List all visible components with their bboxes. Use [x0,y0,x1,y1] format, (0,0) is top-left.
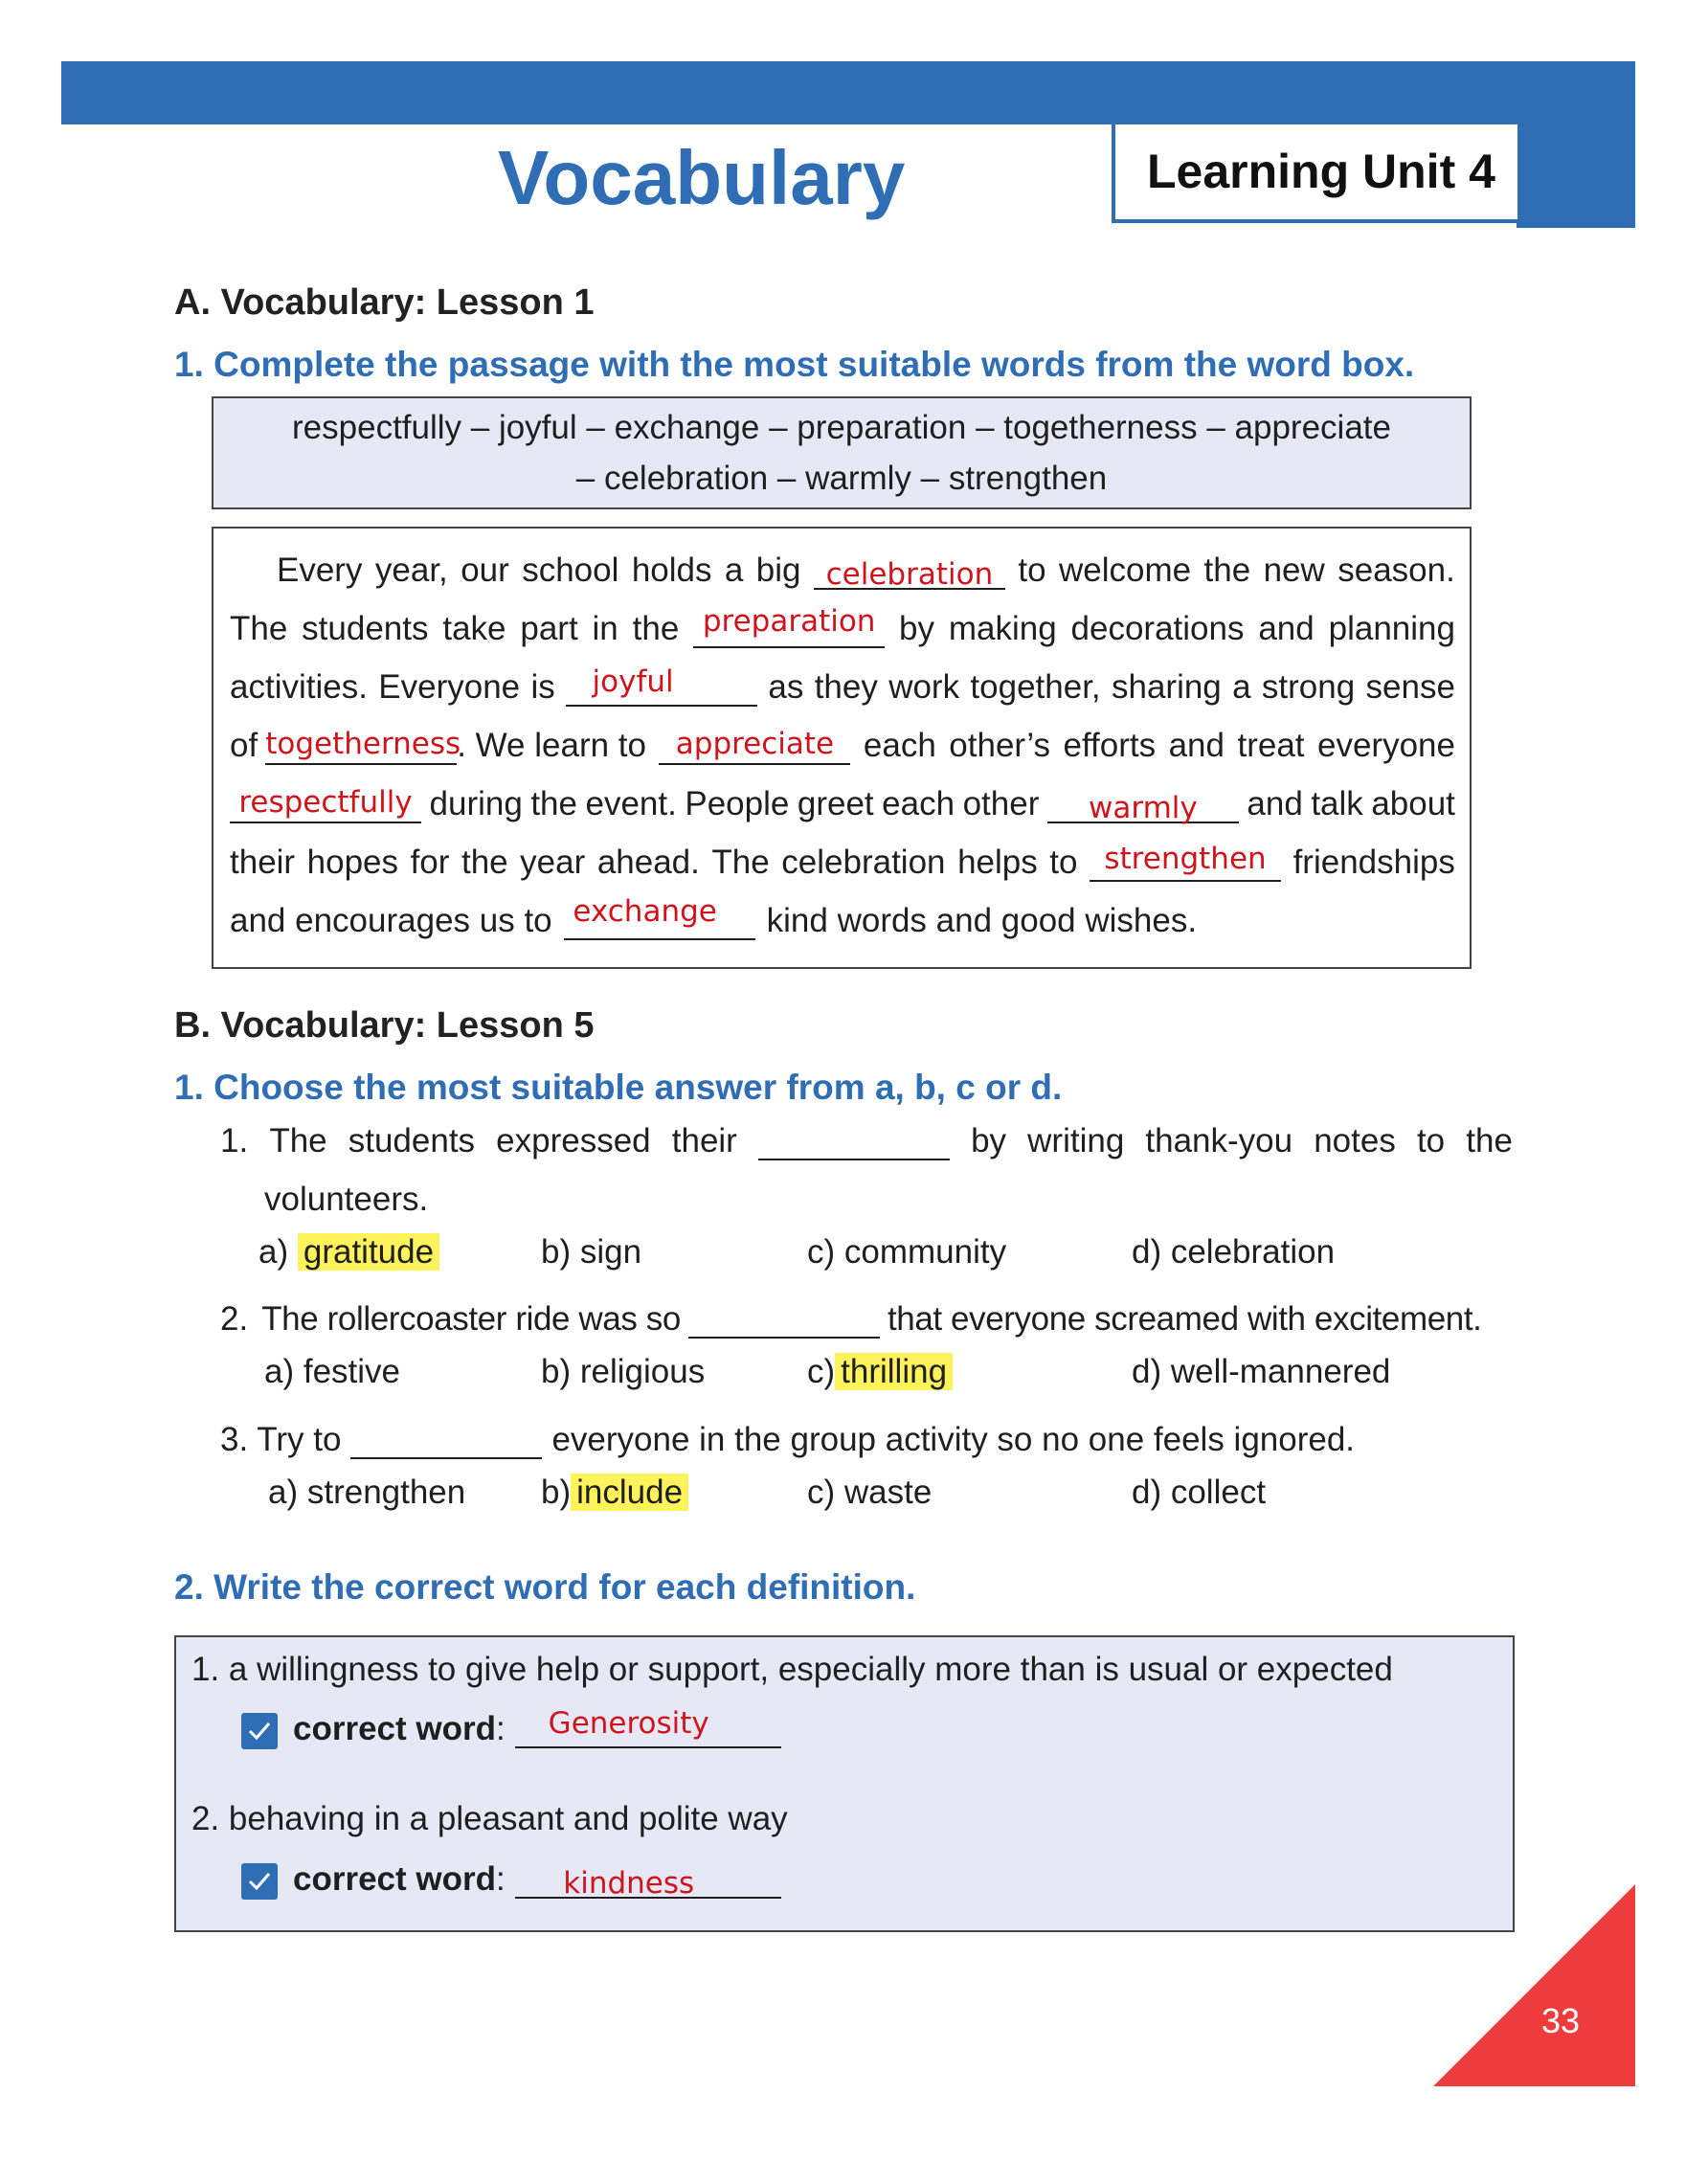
word: big [755,552,801,589]
word: by [971,1122,1007,1159]
question-2-line [220,1300,1482,1339]
word: planning [1328,610,1455,647]
q2-option-b[interactable]: b) religious [541,1353,706,1390]
checkmark-icon [241,1713,278,1749]
word: together, [970,668,1101,706]
colon: : [496,1710,506,1747]
line-4-start [230,727,646,765]
question-3-blank[interactable] [350,1425,542,1459]
question-2-number: 2. [220,1300,249,1338]
word: helps [957,844,1038,881]
answer-kindness: kindness [563,1866,695,1901]
answer-respectfully: respectfully [238,785,413,820]
definitions-box [174,1635,1515,1932]
word: sharing [1111,668,1222,706]
word: during [429,785,523,822]
header-bar [61,61,1635,124]
answer-blank[interactable] [566,664,757,707]
question-2-text-pre: The rollercoaster ride was so [261,1300,681,1338]
section-a-heading: A. Vocabulary: Lesson 1 [174,282,595,323]
word: hopes [306,844,399,881]
q1-option-d[interactable]: d) celebration [1132,1233,1336,1271]
word: making [948,610,1057,647]
word: for [410,844,450,881]
passage-line-3 [230,659,1455,707]
word: thank-you [1145,1122,1293,1159]
answer-generosity: Generosity [548,1706,709,1741]
passage-line-4 [230,717,1455,765]
section-a-instruction: 1. Complete the passage with the most suitable words from the word box. [174,345,1415,384]
q1-selected-answer: gratitude [298,1233,439,1271]
section-b-heading: B. Vocabulary: Lesson 5 [174,1005,595,1046]
passage-line-1 [277,542,1455,590]
word-box [212,396,1472,509]
word: each [863,727,936,764]
question-1-line [220,1122,1513,1160]
word: The [711,844,770,881]
answer-preparation: preparation [702,604,876,639]
word: decorations [1070,610,1245,647]
q2-option-c[interactable] [807,1353,953,1391]
word: holds [631,552,712,589]
question-2-text-post: that everyone screamed with excitement. [887,1300,1482,1338]
answer-blank[interactable] [230,785,421,823]
page-title: Vocabulary [498,135,906,220]
q1-option-b[interactable]: b) sign [541,1233,642,1271]
question-3-text-pre: 3. Try to [220,1421,342,1458]
q3-selected-answer: include [571,1474,688,1511]
correct-word-row-1 [293,1706,781,1748]
answer-exchange: exchange [573,894,717,929]
word: their [230,844,296,881]
colon: : [496,1860,506,1898]
answer-appreciate: appreciate [675,727,835,761]
correct-word-label: correct word [293,1710,496,1747]
word: celebration [781,844,946,881]
unit-label: Learning Unit 4 [1147,145,1495,198]
word: efforts [1063,727,1157,764]
word: Every [277,552,363,589]
q1-option-a[interactable] [258,1233,439,1272]
word: writing [1027,1122,1125,1159]
word: each [882,785,955,822]
answer-togetherness: togetherness [265,727,461,761]
section-b-instruction-2: 2. Write the correct word for each definition. [174,1567,916,1607]
q2-option-d[interactable]: d) well-mannered [1132,1353,1391,1390]
option-letter: a) [258,1233,289,1271]
answer-blank[interactable] [1047,785,1239,823]
answer-blank[interactable] [693,604,885,648]
word: ahead. [596,844,700,881]
word: take [442,610,506,647]
word: everyone [1316,727,1455,764]
passage-line-6 [230,834,1455,882]
word: part [520,610,578,647]
word: in [592,610,618,647]
answer-blank[interactable] [814,552,1005,590]
word: students [302,610,429,647]
word: to [1049,844,1078,881]
correct-word-blank-2[interactable] [515,1860,781,1899]
q3-option-c[interactable]: c) waste [807,1474,933,1511]
word-box-line-1: respectfully – joyful – exchange – preparation – togetherness – appreciate [292,409,1391,446]
correct-word-label: correct word [293,1860,496,1898]
answer-blank[interactable] [659,727,850,765]
correct-word-blank-1[interactable] [515,1706,781,1748]
q1-option-c[interactable]: c) community [807,1233,1007,1271]
word: the [461,844,508,881]
answer-strengthen: strengthen [1104,842,1267,876]
word: new [1263,552,1325,589]
word: as [768,668,804,706]
word: school [522,552,619,589]
question-3-line [220,1421,1355,1459]
word: about [1371,785,1455,822]
answer-blank[interactable] [1090,844,1281,882]
word: the [1203,552,1251,589]
word: The [230,610,288,647]
answer-blank[interactable] [265,727,461,765]
answer-joyful: joyful [592,664,674,699]
question-1-continued: volunteers. [264,1181,429,1218]
checkbox-icon [241,1713,278,1749]
word: year, [374,552,448,589]
word: activities. [230,668,368,706]
question-3-text-post: everyone in the group activity so no one feels ignored. [551,1421,1356,1458]
word: a [1232,668,1251,706]
answer-warmly: warmly [1089,791,1198,825]
word: our [461,552,509,589]
passage-line-7 [230,892,1455,940]
word: the [1466,1122,1513,1159]
word: expressed [496,1122,651,1159]
word: year [520,844,586,881]
word: work [888,668,960,706]
word: the [530,785,577,822]
question-1-blank[interactable] [758,1126,950,1160]
word: and encourages us to [230,902,552,939]
q3-option-a[interactable]: a) strengthen [268,1474,466,1511]
option-letter: c) [807,1353,836,1390]
word: and [1258,610,1315,647]
word: talk [1311,785,1363,822]
section-b-instruction-1: 1. Choose the most suitable answer from a, b, c or d. [174,1068,1063,1107]
word: to [1416,1122,1446,1159]
word: their [671,1122,737,1159]
passage-line-5 [230,776,1455,823]
q3-option-b[interactable] [541,1474,688,1512]
word: 1. [220,1122,249,1159]
checkmark-icon [241,1863,278,1900]
word: event. [585,785,677,822]
word: . We learn to [457,727,646,764]
page-corner-triangle [1433,1884,1635,2086]
q2-selected-answer: thrilling [835,1353,953,1390]
definition-2: 2. behaving in a pleasant and polite way [191,1800,788,1837]
answer-blank[interactable] [564,894,755,940]
header-side-bar [1517,124,1635,228]
word: they [814,668,878,706]
word-box-line-2: – celebration – warmly – strengthen [575,460,1108,497]
correct-word-row-2 [293,1860,781,1899]
q3-option-d[interactable]: d) collect [1132,1474,1267,1511]
word: by [899,610,934,647]
question-2-blank[interactable] [688,1304,880,1339]
word: sense [1365,668,1455,706]
word: a [724,552,744,589]
word: other [962,785,1040,822]
word: is [530,668,555,706]
word: season. [1337,552,1455,589]
passage-line-2 [230,600,1455,648]
definition-1: 1. a willingness to give help or support, especially more than is usual or expected [191,1651,1393,1688]
word: to [1018,552,1046,589]
word: and [1247,785,1303,822]
option-letter: b) [541,1474,572,1511]
word: friendships [1292,844,1455,881]
word: The [269,1122,327,1159]
word: greet [797,785,874,822]
word: People [685,785,790,822]
passage-box [212,527,1472,969]
q2-option-a[interactable]: a) festive [264,1353,400,1390]
word: strong [1261,668,1356,706]
page-number: 33 [1541,2001,1581,2040]
word: students [348,1122,476,1159]
word: Everyone [378,668,521,706]
answer-celebration: celebration [825,557,994,592]
word: of [230,727,258,764]
word: notes [1314,1122,1396,1159]
word: welcome [1058,552,1192,589]
word: kind words and good wishes. [766,902,1198,939]
checkbox-icon [241,1863,278,1900]
word: treat [1237,727,1305,764]
word: other’s [949,727,1051,764]
word: the [632,610,680,647]
word: and [1168,727,1225,764]
